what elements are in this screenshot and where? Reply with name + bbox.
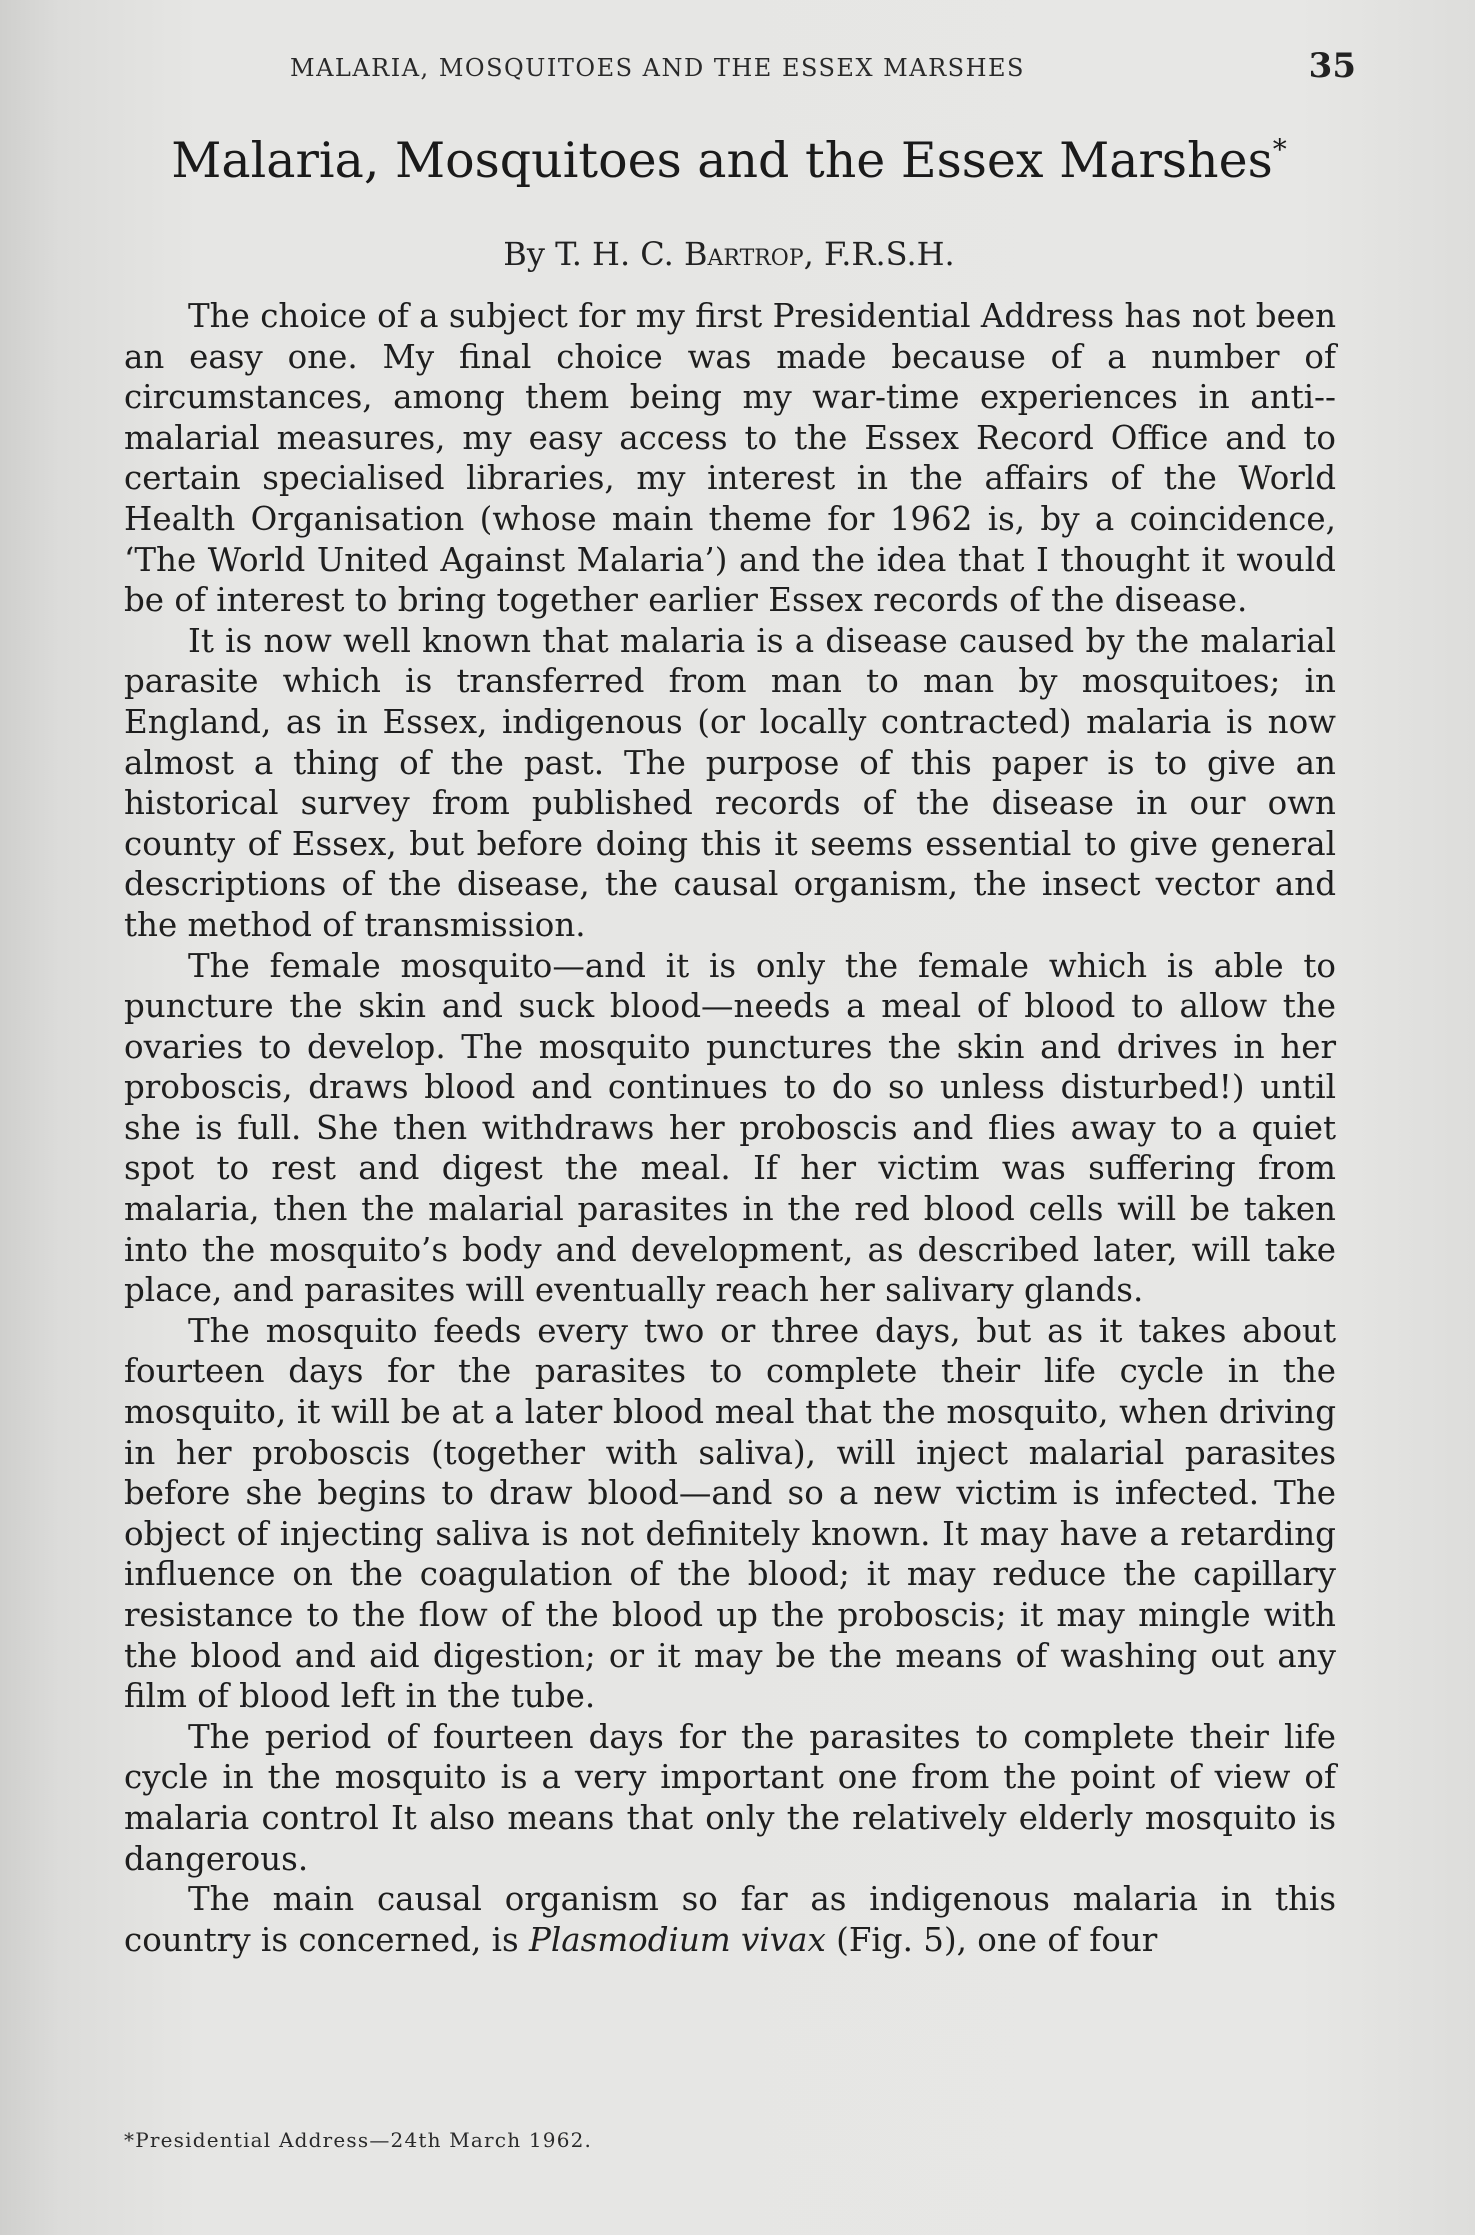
article-title — [124, 118, 1334, 193]
article-body — [124, 296, 1336, 1960]
paragraph: The mosquito feeds every two or three days, but as it takes about fourteen days for the parasites to complete their life cycle in the mosquito, it will be at a later blood meal that the mosquito, when driving in her proboscis (together with saliva), will inject malarial parasites before she begins to draw blood—and so a new victim is infected. The object of injecting saliva is not definitely known. It may have a retarding influence on the coagulation of the blood; it may reduce the capillary resistance to the flow of the blood up the proboscis; it may mingle with the blood and aid digestion; or it may be the means of washing out any film of blood left in the tube. — [124, 1311, 1336, 1716]
page-number: 35 — [1308, 46, 1356, 86]
article-title-text: Malaria, Mosquitoes and the Essex Marshes — [171, 132, 1273, 189]
running-head: MALARIA, MOSQUITOES AND THE ESSEX MARSHES — [290, 54, 1025, 82]
byline-prefix: By T. H. C. — [503, 235, 684, 273]
byline-suffix: , F.R.S.H. — [803, 235, 955, 273]
byline — [124, 232, 1334, 276]
paragraph-text: (Fig. 5), one of four — [825, 1920, 1158, 1959]
footnote: *Presidential Address—24th March 1962. — [124, 2128, 593, 2152]
title-footnote-mark: * — [1272, 133, 1287, 166]
paragraph: The period of fourteen days for the parasites to complete their life cycle in the mosquito is a very important one from the point of view of malaria control It also means that only the relatively elderly mosquito is dangerous. — [124, 1717, 1336, 1878]
paragraph: The female mosquito—and it is only the female which is able to puncture the skin and suck blood—needs a meal of blood to allow the ovaries to develop. The mosquito punctures the skin and drives in her proboscis, draws blood and continues to do so unless disturbed!) until she is full. She then withdraws her proboscis and flies away to a quiet spot to rest and digest the meal. If her victim was suffering from malaria, then the malarial parasites in the red blood cells will be taken into the mosquito’s body and development, as described later, will take place, and parasites will eventually reach her salivary glands. — [124, 946, 1336, 1310]
paragraph-text: The main causal organism so far as indigenous malaria in this country is concerned, is — [124, 1880, 1336, 1959]
author-surname: Bartrop — [683, 235, 804, 273]
paragraph: The choice of a subject for my first Presidential Address has not been an easy one. My final choice was made because of a number of circumstances, among them being my war-time experiences in anti--malarial measures, my easy access to the Essex Record Office and to certain specialised libraries, my interest in the affairs of the World Health Organisation (whose main theme for 1962 is, by a coincidence, ‘The World United Against Malaria’) and the idea that I thought it would be of interest to bring together earlier Essex records of the disease. — [124, 297, 1336, 620]
species-name: Plasmodium vivax — [529, 1920, 826, 1959]
paragraph: It is now well known that malaria is a disease caused by the malarial parasite which is transferred from man to man by mosquitoes; in England, as in Essex, indigenous (or locally contracted) malaria is now almost a thing of the past. The purpose of this paper is to give an historical survey from published records of the disease in our own county of Essex, but before doing this it seems essential to give general descriptions of the disease, the causal organism, the insect vector and the method of transmission. — [124, 621, 1336, 944]
paragraph — [124, 1879, 1336, 1960]
